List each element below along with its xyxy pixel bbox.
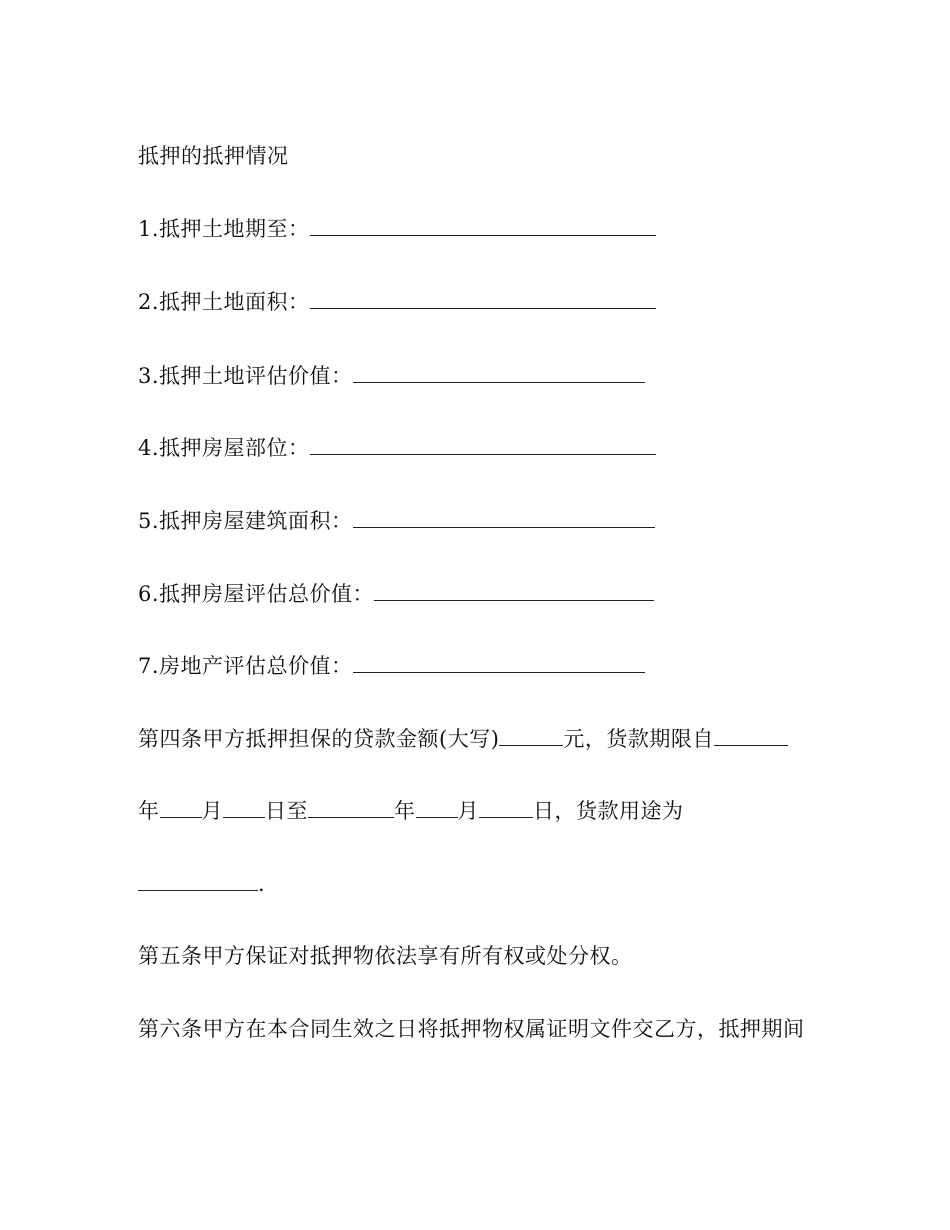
section-heading: 抵押的抵押情况 (138, 144, 289, 168)
article-text: 第四条甲方抵押担保的贷款金额(大写) (138, 727, 500, 751)
fill-blank-purpose[interactable] (138, 872, 258, 891)
article-text: 月 (457, 799, 479, 823)
item-house-location (138, 434, 656, 462)
article-4-line-3 (138, 870, 265, 898)
article-text: 年 (394, 799, 416, 823)
article-text: 日，货款用途为 (533, 799, 684, 823)
fill-blank[interactable] (310, 290, 656, 309)
article-text: . (258, 872, 266, 896)
fill-blank[interactable] (353, 364, 645, 383)
fill-blank-amount[interactable] (499, 727, 563, 746)
article-6: 第六条甲方在本合同生效之日将抵押物权属证明文件交乙方，抵押期间 (138, 1017, 805, 1041)
item-land-term (138, 215, 656, 243)
fill-blank-start[interactable] (714, 727, 788, 746)
item-label: 6.抵押房屋评估总价值： (138, 582, 375, 606)
article-text: 日至 (265, 799, 308, 823)
item-label: 4.抵押房屋部位： (138, 436, 310, 460)
article-text: 年 (138, 799, 160, 823)
item-label: 5.抵押房屋建筑面积： (138, 509, 353, 533)
item-label: 1.抵押土地期至： (138, 217, 310, 241)
fill-blank[interactable] (353, 509, 655, 528)
item-property-value (138, 652, 645, 680)
fill-blank[interactable] (310, 436, 656, 455)
article-4-line-2 (138, 797, 684, 825)
item-label: 3.抵押土地评估价值： (138, 364, 353, 388)
article-text: 元，货款期限自 (563, 727, 714, 751)
fill-blank-day[interactable] (223, 799, 265, 818)
fill-blank-end-year[interactable] (308, 799, 394, 818)
item-house-value (138, 580, 654, 608)
fill-blank[interactable] (374, 582, 654, 601)
fill-blank[interactable] (353, 654, 645, 673)
article-4-line-1 (138, 725, 788, 753)
fill-blank[interactable] (310, 217, 656, 236)
item-land-area (138, 288, 656, 316)
item-house-area (138, 507, 655, 535)
fill-blank-end-month[interactable] (416, 799, 458, 818)
fill-blank-month[interactable] (160, 799, 202, 818)
item-label: 7.房地产评估总价值： (138, 654, 353, 678)
item-land-value (138, 362, 645, 390)
item-label: 2.抵押土地面积： (138, 290, 310, 314)
fill-blank-end-day[interactable] (479, 799, 533, 818)
article-5: 第五条甲方保证对抵押物依法享有所有权或处分权。 (138, 944, 633, 968)
article-text: 月 (201, 799, 223, 823)
